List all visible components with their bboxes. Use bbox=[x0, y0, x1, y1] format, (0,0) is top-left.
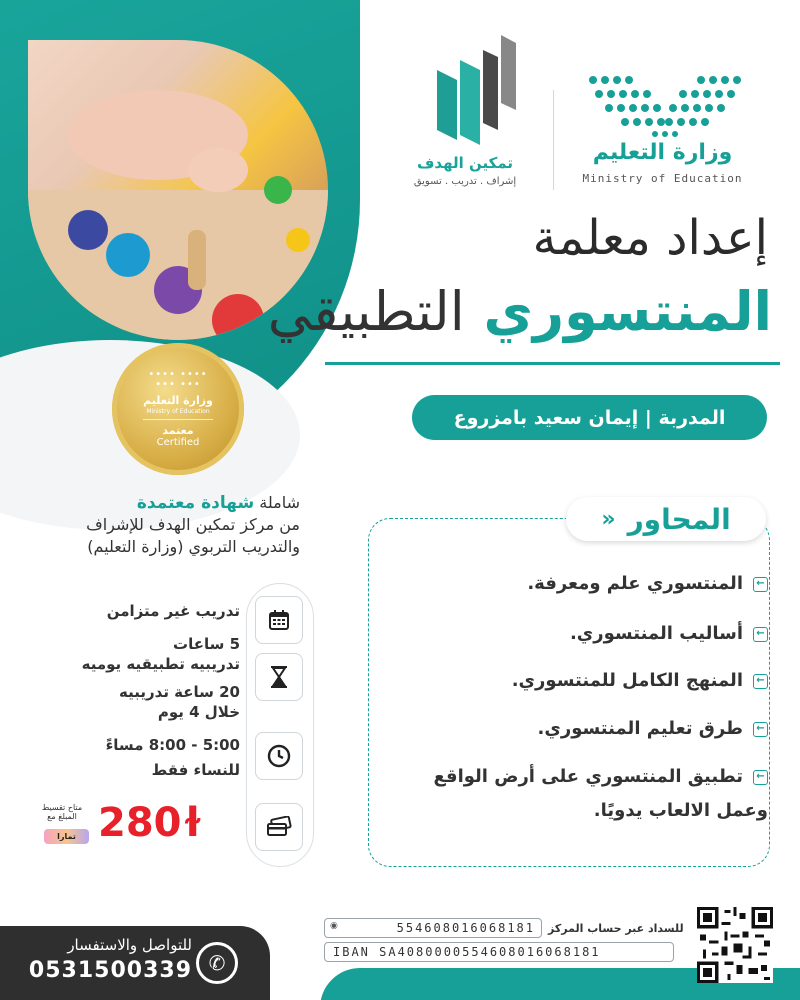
payment-card-icon bbox=[255, 803, 303, 851]
certificate-highlight: شهادة معتمدة bbox=[136, 493, 255, 513]
seal-ministry-english: Ministry of Education bbox=[146, 408, 210, 415]
daily-hours-line-1: 5 ساعات bbox=[173, 635, 240, 653]
axis-item bbox=[398, 664, 768, 698]
double-chevron-icon: « bbox=[601, 506, 616, 532]
certificate-line-2: من مركز تمكين الهدف للإشراف bbox=[86, 515, 300, 534]
moe-name-english: Ministry of Education bbox=[582, 172, 743, 185]
daily-hours-line-2: تدريبيه تطبيقيه يوميه bbox=[81, 655, 240, 673]
seal-divider bbox=[143, 419, 213, 420]
trainer-badge: المدربة | إيمان سعيد بامزروع bbox=[412, 395, 767, 440]
seal-ministry-arabic: وزارة التعليم bbox=[143, 394, 213, 407]
calendar-icon bbox=[255, 596, 303, 644]
axis-item bbox=[398, 567, 768, 601]
course-price bbox=[98, 800, 204, 846]
certificate-prefix: شاملة bbox=[259, 493, 300, 512]
chevron-left-icon: ← bbox=[753, 674, 768, 689]
axis-item bbox=[398, 617, 768, 651]
axis-item-text: تطبيق المنتسوري على أرض الواقع وعمل الالعاب يدويًا. bbox=[433, 766, 768, 821]
time-line-1: 5:00 - 8:00 مساءً bbox=[105, 736, 240, 754]
contact-label: للتواصل والاستفسار bbox=[67, 936, 192, 954]
total-hours-line-2: خلال 4 يوم bbox=[157, 703, 240, 721]
contact-phone[interactable]: 0531500339 bbox=[28, 958, 192, 983]
riyal-symbol: ɫ bbox=[181, 800, 204, 846]
certificate-line-1 bbox=[10, 492, 300, 514]
bank-logo-icon: ◉ bbox=[330, 921, 338, 931]
chevron-left-icon: ← bbox=[753, 577, 768, 592]
axis-item bbox=[398, 712, 768, 746]
title-line-1: إعداد معلمة bbox=[532, 210, 768, 266]
tamkeen-tagline: إشراف . تدريب . تسويق bbox=[413, 176, 517, 187]
price-amount: 280 bbox=[98, 800, 182, 846]
time-line-2: للنساء فقط bbox=[151, 761, 240, 779]
installment-note: متاح تقسيط المبلغ مع bbox=[41, 803, 83, 821]
total-hours-line-1: 20 ساعة تدريبيه bbox=[119, 683, 240, 701]
axis-item-text: طرق تعليم المنتسوري. bbox=[537, 718, 743, 739]
certified-seal bbox=[112, 343, 244, 475]
title-suffix: التطبيقي bbox=[267, 280, 465, 343]
axis-item-text: أساليب المنتسوري. bbox=[569, 623, 743, 644]
chevron-left-icon: ← bbox=[753, 627, 768, 642]
title-line-2 bbox=[268, 280, 772, 343]
logo-divider bbox=[553, 90, 554, 190]
seal-accredited: معتمد bbox=[162, 424, 194, 437]
axes-header bbox=[566, 497, 766, 541]
iban-number: IBAN SA4080000554608016068181 bbox=[324, 942, 674, 962]
payment-label: للسداد عبر حساب المركز bbox=[548, 922, 684, 935]
training-mode: تدريب غير متزامن bbox=[106, 602, 240, 620]
whatsapp-icon[interactable]: ✆ bbox=[196, 942, 238, 984]
seal-certified: Certified bbox=[156, 437, 200, 448]
chevron-left-icon: ← bbox=[753, 722, 768, 737]
moe-name-arabic: وزارة التعليم bbox=[592, 140, 733, 165]
tamara-logo: تمارا bbox=[44, 829, 89, 844]
moe-dots-icon: •••• •••• ••• ••• bbox=[148, 369, 208, 390]
certificate-statement bbox=[10, 492, 300, 558]
qr-code[interactable] bbox=[697, 907, 773, 983]
title-underline bbox=[325, 362, 780, 365]
clock-icon bbox=[255, 732, 303, 780]
title-highlight: المنتسوري bbox=[483, 280, 772, 343]
axis-item-text: المنتسوري علم ومعرفة. bbox=[527, 573, 743, 594]
axis-item-text: المنهج الكامل للمنتسوري. bbox=[511, 670, 743, 691]
moe-logo bbox=[585, 70, 745, 140]
account-number: 554608016068181 bbox=[324, 918, 542, 938]
tamkeen-logo bbox=[432, 35, 522, 150]
chevron-left-icon: ← bbox=[753, 770, 768, 785]
axes-title: المحاور bbox=[627, 502, 731, 536]
tamkeen-name: تمكين الهدف bbox=[416, 154, 514, 172]
hourglass-icon bbox=[255, 653, 303, 701]
certificate-line-3: والتدريب التربوي (وزارة التعليم) bbox=[87, 537, 300, 556]
axis-item bbox=[398, 760, 768, 828]
